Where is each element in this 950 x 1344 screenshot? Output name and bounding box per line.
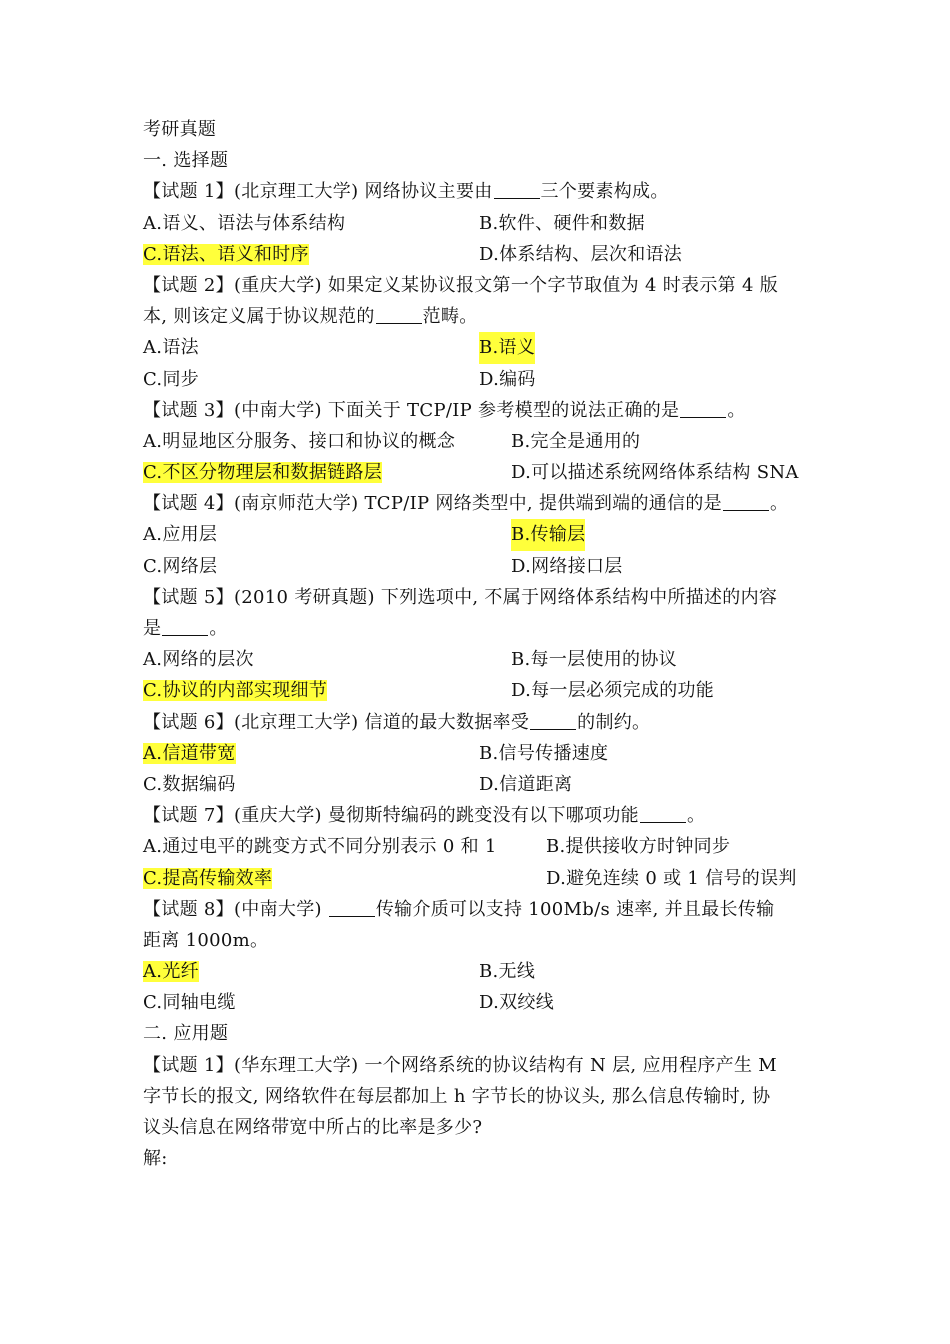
options-row (143, 208, 823, 239)
option-a-correct: A.光纤 (143, 961, 199, 983)
option-c: C.网络层 (143, 555, 218, 577)
option-c: C.数据编码 (143, 773, 236, 795)
question-2-line-1: 【试题 2】(重庆大学) 如果定义某协议报文第一个字节取值为 4 时表示第 4 版 (143, 274, 779, 296)
options-row (143, 551, 823, 582)
question-1: 【试题 1】(北京理工大学) 网络协议主要由 三个要素构成。 (143, 176, 823, 207)
option-c-correct: C.不区分物理层和数据链路层 (143, 462, 383, 484)
option-b: B.每一层使用的协议 (511, 649, 677, 671)
option-c-correct: C.协议的内部实现细节 (143, 680, 328, 702)
option-c: C.同轴电缆 (143, 992, 236, 1014)
options-row (143, 519, 823, 550)
option-c-correct: C.提高传输效率 (143, 867, 273, 889)
option-d: D.双绞线 (479, 992, 555, 1014)
options-row (143, 675, 823, 706)
answer-blank (494, 178, 540, 199)
document-page (143, 114, 823, 1174)
options-row (143, 364, 823, 395)
options-row (143, 863, 823, 894)
option-a: A.明显地区分服务、接口和协议的概念 (143, 430, 456, 452)
options-row (143, 769, 823, 800)
options-row (143, 644, 823, 675)
option-b: B.信号传播速度 (479, 742, 609, 764)
answer-blank (530, 709, 576, 730)
option-d: D.信道距离 (479, 773, 573, 795)
question-7: 【试题 7】(重庆大学) 曼彻斯特编码的跳变没有以下哪项功能 。 (143, 800, 823, 831)
question-8-line-2: 距离 1000m。 (143, 929, 269, 951)
question-2-line-2: 本, 则该定义属于协议规范的 范畴。 (143, 301, 823, 332)
answer-label: 解: (143, 1148, 168, 1170)
option-d: D.避免连续 0 或 1 信号的误判 (546, 867, 797, 889)
option-d: D.编码 (479, 368, 536, 390)
answer-blank (640, 802, 686, 823)
question-4: 【试题 4】(南京师范大学) TCP/IP 网络类型中, 提供端到端的通信的是 。 (143, 488, 823, 519)
section-heading-application: 二. 应用题 (143, 1023, 229, 1045)
option-c: C.同步 (143, 368, 200, 390)
option-a: A.语法 (143, 337, 199, 359)
options-row (143, 738, 823, 769)
option-b: B.完全是通用的 (511, 430, 641, 452)
answer-blank (376, 303, 422, 324)
options-row (143, 332, 823, 363)
options-row (143, 457, 823, 488)
option-a: A.通过电平的跳变方式不同分别表示 0 和 1 (143, 836, 497, 858)
option-c-correct: C.语法、语义和时序 (143, 243, 309, 265)
option-a: A.应用层 (143, 524, 218, 546)
option-a: A.网络的层次 (143, 649, 254, 671)
answer-blank (680, 397, 726, 418)
option-d: D.可以描述系统网络体系结构 SNA (511, 462, 799, 484)
option-b-correct: B.语义 (479, 332, 535, 363)
answer-blank (329, 896, 375, 917)
question-8-line-1: 【试题 8】(中南大学) 传输介质可以支持 100Mb/s 速率, 并且最长传输 (143, 894, 823, 925)
answer-blank (162, 615, 208, 636)
section-heading-choice: 一. 选择题 (143, 150, 229, 172)
option-d: D.网络接口层 (511, 555, 623, 577)
option-b-correct: B.传输层 (511, 519, 585, 550)
option-b: B.软件、硬件和数据 (479, 212, 645, 234)
options-row (143, 956, 823, 987)
answer-blank (723, 490, 769, 511)
option-b: B.无线 (479, 961, 536, 983)
option-a: A.语义、语法与体系结构 (143, 212, 346, 234)
option-d: D.每一层必须完成的功能 (511, 680, 715, 702)
question-6: 【试题 6】(北京理工大学) 信道的最大数据率受 的制约。 (143, 707, 823, 738)
option-d: D.体系结构、层次和语法 (479, 243, 683, 265)
application-question-line-2: 字节长的报文, 网络软件在每层都加上 h 字节长的协议头, 那么信息传输时, 协 (143, 1085, 771, 1107)
option-a-correct: A.信道带宽 (143, 742, 236, 764)
options-row (143, 831, 823, 862)
application-question-line-3: 议头信息在网络带宽中所占的比率是多少? (143, 1117, 483, 1138)
options-row (143, 426, 823, 457)
question-5-line-2: 是 。 (143, 613, 823, 644)
options-row (143, 239, 823, 270)
option-b: B.提供接收方时钟同步 (546, 836, 731, 858)
question-5-line-1: 【试题 5】(2010 考研真题) 下列选项中, 不属于网络体系结构中所描述的内容 (143, 586, 778, 608)
doc-title: 考研真题 (143, 119, 217, 140)
application-question-line-1: 【试题 1】(华东理工大学) 一个网络系统的协议结构有 N 层, 应用程序产生 M (143, 1054, 778, 1076)
options-row (143, 987, 823, 1018)
question-3: 【试题 3】(中南大学) 下面关于 TCP/IP 参考模型的说法正确的是 。 (143, 395, 823, 426)
